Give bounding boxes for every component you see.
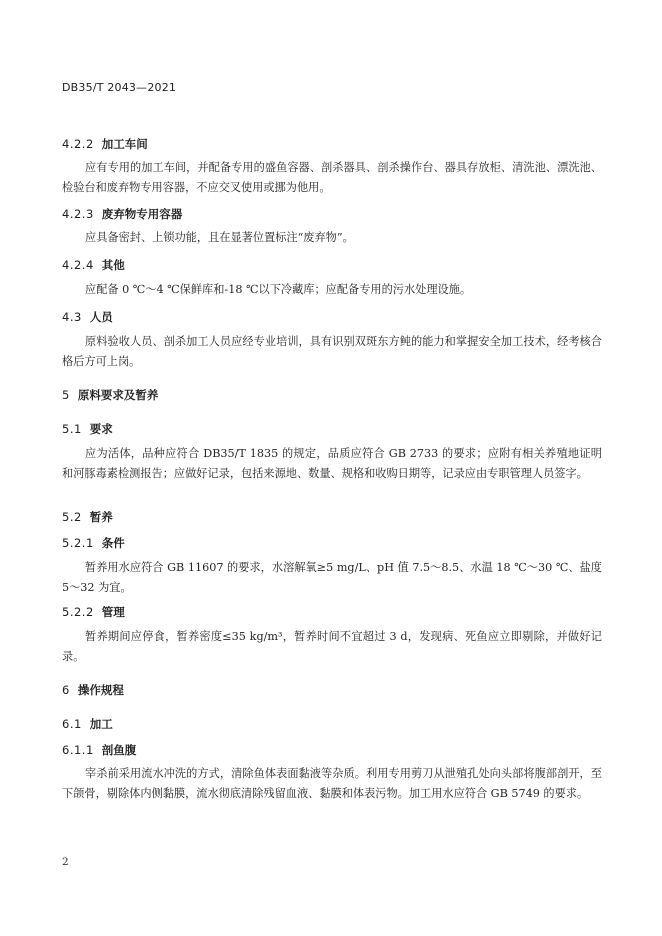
section-heading-5-2 [62,509,113,525]
section-title: 废弃物专用容器 [101,207,183,221]
section-title: 加工 [89,717,113,731]
header-divider [62,101,602,102]
section-number: 5.2.1 [62,536,94,550]
section-title: 暂养 [89,510,113,524]
section-number: 4.2.2 [62,137,94,151]
section-number: 6 [62,683,70,697]
section-title: 人员 [89,310,113,324]
section-number: 6.1.1 [62,743,94,757]
section-title: 其他 [101,258,125,272]
section-number: 4.3 [62,310,82,324]
section-title: 要求 [89,422,113,436]
section-heading-5-2-2 [62,604,125,620]
section-number: 4.2.3 [62,207,94,221]
paragraph-fish-gutting: 宰杀前采用流水冲洗的方式，清除鱼体表面黏液等杂质。利用专用剪刀从泄殖孔处向头部将腹部剖开，至下颌骨，剔除体内侧黏膜，流水彻底清除残留血液、黏膜和体表污物。加工用水应符合 GB 5749 的要求。 [62,767,602,800]
paragraph-processing-room: 应有专用的加工车间，并配备专用的盛鱼容器、剖杀器具、剖杀操作台、器具存放柜、清洗池、漂洗池、检验台和废弃物专用容器，不应交叉使用或挪为他用。 [62,161,602,194]
page-number: 2 [62,856,69,868]
section-heading-5-2-1 [62,535,125,551]
section-title: 条件 [101,536,125,550]
section-title: 加工车间 [101,137,148,151]
section-heading-5-1 [62,421,113,437]
paragraph-personnel: 原料验收人员、剖杀加工人员应经专业培训，具有识别双斑东方鲀的能力和掌握安全加工技术，经考核合格后方可上岗。 [62,335,602,368]
section-heading-5 [62,387,158,403]
paragraph-waste-container: 应具备密封、上锁功能，且在显著位置标注“废弃物”。 [85,231,354,244]
paragraph-other: 应配备 0 ℃～4 ℃保鲜库和-18 ℃以下冷藏库；应配备专用的污水处理设施。 [85,283,472,296]
section-heading-4-2-4 [62,257,125,273]
section-number: 6.1 [62,717,82,731]
section-heading-4-2-3 [62,206,182,222]
section-title: 剖鱼腹 [101,743,137,757]
section-title: 原料要求及暂养 [77,388,159,402]
section-title: 操作规程 [77,683,124,697]
section-number: 5.2.2 [62,605,94,619]
section-number: 5 [62,388,70,402]
section-heading-6-1-1 [62,742,136,758]
paragraph-conditions: 暂养用水应符合 GB 11607 的要求，水溶解氧≥5 mg/L、pH 值 7.5～8.5、水温 18 ℃～30 ℃、盐度 5～32 为宜。 [62,561,602,594]
paragraph-requirements: 应为活体，品种应符合 DB35/T 1835 的规定，品质应符合 GB 2733 的要求；应附有相关养殖地证明和河豚毒素检测报告；应做好记录，包括来源地、数量、规格和收购日期等，记录应由专职管理人员签字。 [62,447,602,480]
section-heading-6-1 [62,716,113,732]
paragraph-management: 暂养期间应停食，暂养密度≤35 kg/m³，暂养时间不宜超过 3 d，发现病、死鱼应立即剔除，并做好记录。 [62,630,602,663]
section-number: 4.2.4 [62,258,94,272]
section-heading-4-2-2 [62,136,148,152]
section-number: 5.2 [62,510,82,524]
section-heading-4-3 [62,309,113,325]
section-number: 5.1 [62,422,82,436]
section-title: 管理 [101,605,125,619]
document-number: DB35/T 2043—2021 [62,81,177,94]
section-heading-6 [62,682,124,698]
